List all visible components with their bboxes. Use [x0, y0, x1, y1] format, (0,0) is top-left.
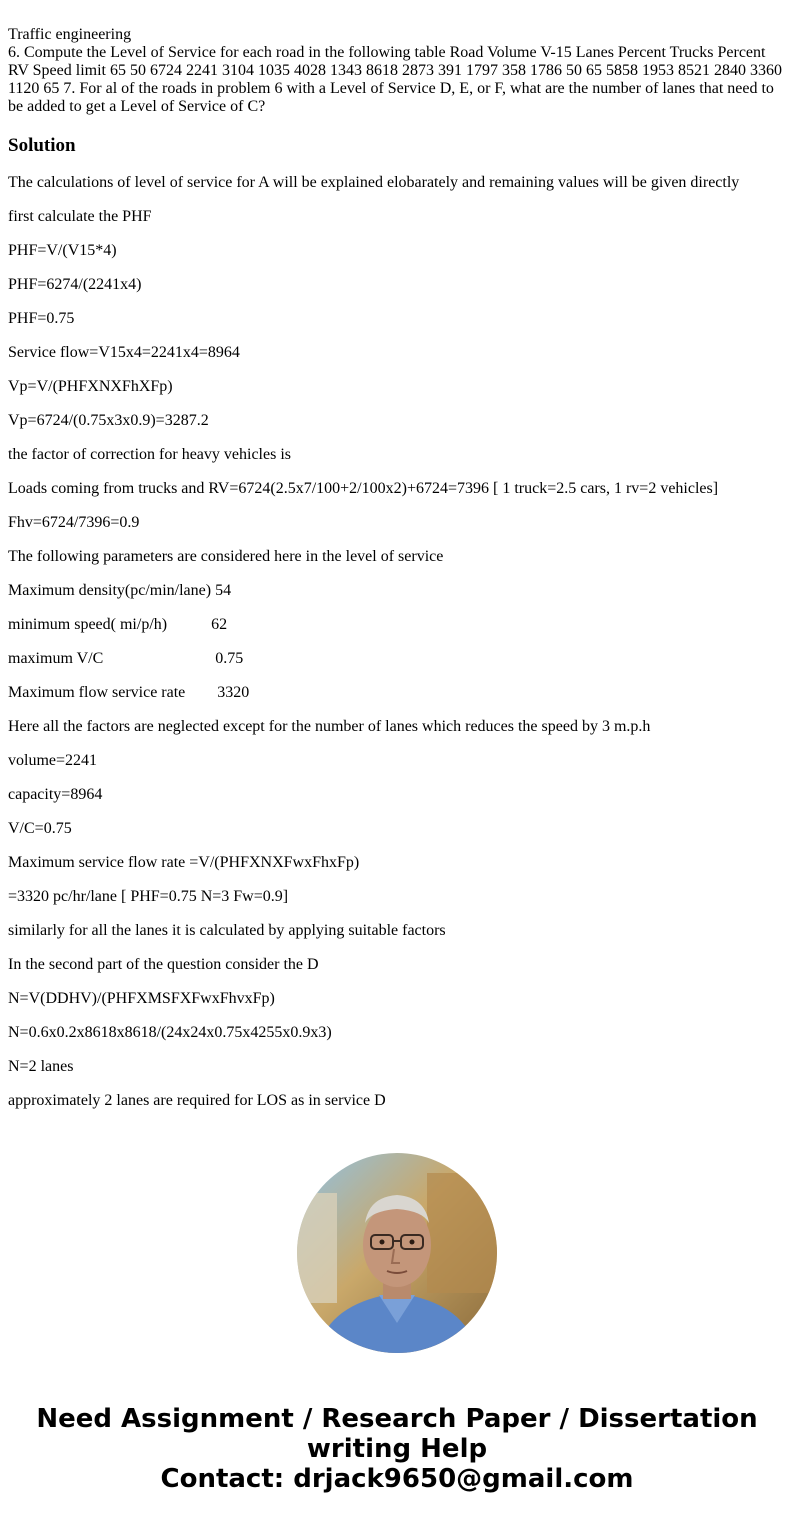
solution-line: Maximum density(pc/min/lane) 54	[8, 582, 232, 599]
author-photo-icon	[297, 1153, 497, 1353]
author-avatar	[297, 1153, 497, 1353]
solution-line: minimum speed( mi/p/h) 62	[8, 616, 228, 633]
solution-body	[8, 174, 786, 1110]
footer-line-2: writing Help	[306, 1434, 488, 1464]
solution-line: N=2 lanes	[8, 1058, 74, 1075]
solution-line: similarly for all the lanes it is calculated by applying suitable factors	[8, 922, 446, 939]
solution-line: PHF=6274/(2241x4)	[8, 276, 142, 293]
solution-line: Vp=6724/(0.75x3x0.9)=3287.2	[8, 412, 209, 429]
solution-line: The following parameters are considered here in the level of service	[8, 548, 444, 565]
footer-line-1: Need Assignment / Research Paper / Dissertation	[36, 1404, 758, 1434]
solution-line: PHF=V/(V15*4)	[8, 242, 117, 259]
solution-line: In the second part of the question consider the D	[8, 956, 319, 973]
solution-line: maximum V/C 0.75	[8, 650, 244, 667]
question-body: 6. Compute the Level of Service for each road in the following table Road Volume V-15 Lanes Percent Trucks Percent RV Speed limit 65 50 6724 2241 3104 1035 4028 1343 8618 2873 391 1797 358 1786 50 65 5858 1953 8521 2840 3360 1120 65 7. For al of the roads in problem 6 with a Level of Service D, E, or F, what are the number of lanes that need to be added to get a Level of Service of C?	[8, 44, 782, 115]
solution-line: The calculations of level of service for A will be explained elobarately and remaining values will be given directly	[8, 174, 740, 191]
solution-line: Maximum flow service rate 3320	[8, 684, 250, 701]
solution-line: Vp=V/(PHFXNXFhXFp)	[8, 378, 173, 395]
question-title: Traffic engineering	[8, 26, 132, 43]
solution-line: Fhv=6724/7396=0.9	[8, 514, 140, 531]
solution-line: Service flow=V15x4=2241x4=8964	[8, 344, 240, 361]
solution-line: N=0.6x0.2x8618x8618/(24x24x0.75x4255x0.9x3)	[8, 1024, 332, 1041]
solution-line: the factor of correction for heavy vehicles is	[8, 446, 291, 463]
solution-line: capacity=8964	[8, 786, 103, 803]
solution-line: first calculate the PHF	[8, 208, 152, 225]
document-content	[8, 26, 786, 1126]
solution-line: Loads coming from trucks and RV=6724(2.5x7/100+2/100x2)+6724=7396 [ 1 truck=2.5 cars, 1 rv=2 vehicles]	[8, 480, 719, 497]
solution-line: Here all the factors are neglected except for the number of lanes which reduces the speed by 3 m.p.h	[8, 718, 651, 735]
solution-line: Maximum service flow rate =V/(PHFXNXFwxFhxFp)	[8, 854, 360, 871]
solution-line: V/C=0.75	[8, 820, 72, 837]
footer-contact: Contact: drjack9650@gmail.com	[160, 1464, 634, 1494]
solution-line: PHF=0.75	[8, 310, 75, 327]
solution-line: volume=2241	[8, 752, 98, 769]
question-block	[8, 26, 786, 116]
solution-line: approximately 2 lanes are required for LOS as in service D	[8, 1092, 386, 1109]
solution-line: =3320 pc/hr/lane [ PHF=0.75 N=3 Fw=0.9]	[8, 888, 289, 905]
footer-banner	[0, 1404, 794, 1494]
solution-line: N=V(DDHV)/(PHFXMSFXFwxFhvxFp)	[8, 990, 275, 1007]
solution-heading: Solution	[8, 135, 76, 156]
